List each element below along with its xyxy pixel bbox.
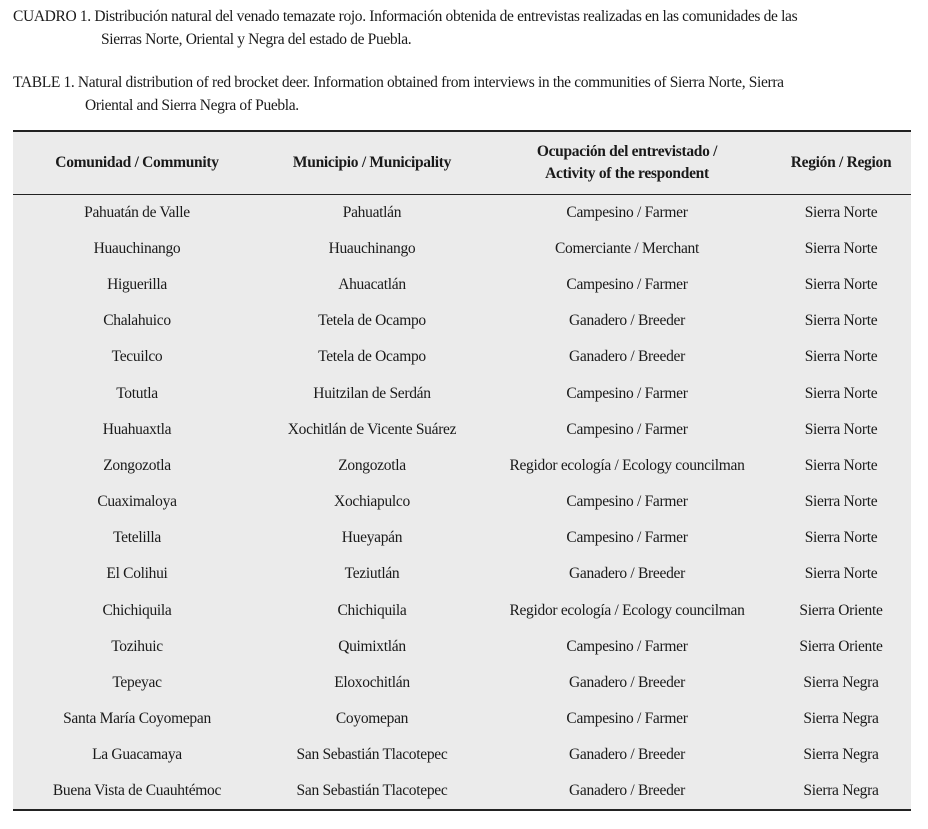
cell-region: Sierra Norte — [804, 312, 878, 330]
table-row — [13, 339, 911, 375]
cell-region: Sierra Norte — [804, 529, 878, 547]
table-row — [13, 701, 911, 737]
caption-english — [13, 71, 918, 117]
cell-municipality: Tetela de Ocampo — [318, 348, 426, 366]
cell-community: Huahuaxtla — [102, 420, 172, 438]
cell-community: Tetelilla — [113, 529, 161, 547]
cell-activity: Regidor ecología / Ecology councilman — [509, 601, 745, 619]
cell-region: Sierra Norte — [804, 348, 878, 366]
cell-activity: Campesino / Farmer — [566, 384, 688, 402]
cell-municipality: Zongozotla — [338, 456, 406, 474]
table-row — [13, 267, 911, 303]
cell-region: Sierra Norte — [804, 493, 878, 511]
caption-spanish — [13, 5, 918, 51]
cell-region: Sierra Negra — [803, 710, 879, 728]
cell-region: Sierra Negra — [803, 674, 879, 692]
cell-region: Sierra Oriente — [799, 637, 883, 655]
cell-activity: Campesino / Farmer — [566, 275, 688, 293]
cell-activity: Ganadero / Breeder — [569, 674, 685, 692]
cell-municipality: Coyomepan — [335, 710, 409, 728]
cell-community: Tecuilco — [111, 348, 163, 366]
table-row — [13, 303, 911, 339]
cell-activity: Ganadero / Breeder — [569, 746, 685, 764]
cell-municipality: Eloxochitlán — [334, 674, 410, 692]
table-row — [13, 520, 911, 556]
cell-region: Sierra Norte — [804, 565, 878, 583]
cell-activity: Campesino / Farmer — [566, 637, 688, 655]
cell-activity: Ganadero / Breeder — [569, 565, 685, 583]
cell-municipality: Huauchinango — [328, 239, 416, 257]
cell-community: Chichiquila — [102, 601, 172, 619]
table-row — [13, 737, 911, 773]
cell-community: Santa María Coyomepan — [63, 710, 211, 728]
cell-municipality: Chichiquila — [337, 601, 407, 619]
table-row — [13, 629, 911, 665]
header-activity — [483, 131, 771, 195]
distribution-table — [13, 130, 911, 811]
table-row — [13, 484, 911, 520]
caption-line: TABLE 1. Natural distribution of red brocket deer. Information obtained from interviews in the communities of Sierra Norte, Sierra — [13, 74, 784, 91]
cell-municipality: Tetela de Ocampo — [318, 312, 426, 330]
cell-community: Chalahuico — [103, 312, 171, 330]
cell-municipality: San Sebastián Tlacotepec — [296, 746, 448, 764]
cell-community: Zongozotla — [103, 456, 171, 474]
cell-region: Sierra Norte — [804, 239, 878, 257]
table-row — [13, 412, 911, 448]
cell-community: Huauchinango — [93, 239, 181, 257]
cell-region: Sierra Negra — [803, 746, 879, 764]
caption-line: Oriental and Sierra Negra of Puebla. — [85, 97, 299, 114]
table-row — [13, 448, 911, 484]
cell-municipality: Huitzilan de Serdán — [313, 384, 431, 402]
header-activity-line1: Ocupación del entrevistado / — [536, 143, 718, 160]
table-row — [13, 593, 911, 629]
cell-community: Tozihuic — [111, 637, 163, 655]
cell-activity: Regidor ecología / Ecology councilman — [509, 456, 745, 474]
caption-line: CUADRO 1. Distribución natural del venado temazate rojo. Información obtenida de entrevistas realizadas en las comunidades de las — [13, 8, 798, 25]
cell-region: Sierra Norte — [804, 456, 878, 474]
table-row — [13, 556, 911, 592]
table-row — [13, 231, 911, 267]
cell-community: El Colihui — [106, 565, 168, 583]
cell-activity: Campesino / Farmer — [566, 203, 688, 221]
cell-municipality: Pahuatlán — [342, 203, 402, 221]
cell-activity: Comerciante / Merchant — [554, 239, 700, 257]
cell-activity: Ganadero / Breeder — [569, 312, 685, 330]
cell-region: Sierra Oriente — [799, 601, 883, 619]
cell-municipality: Xochitlán de Vicente Suárez — [287, 420, 457, 438]
cell-region: Sierra Norte — [804, 420, 878, 438]
cell-activity: Campesino / Farmer — [566, 710, 688, 728]
cell-municipality: Ahuacatlán — [338, 275, 406, 293]
table-row — [13, 774, 911, 810]
cell-municipality: Xochiapulco — [334, 493, 410, 511]
cell-region: Sierra Norte — [804, 203, 878, 221]
cell-community: Pahuatán de Valle — [84, 203, 190, 221]
table-row — [13, 195, 911, 231]
cell-region: Sierra Norte — [804, 275, 878, 293]
header-community: Comunidad / Community — [55, 154, 219, 171]
cell-community: La Guacamaya — [92, 746, 182, 764]
cell-municipality: San Sebastián Tlacotepec — [296, 782, 448, 800]
table-row — [13, 665, 911, 701]
header-region: Región / Region — [790, 154, 892, 171]
cell-community: Totutla — [116, 384, 158, 402]
cell-activity: Campesino / Farmer — [566, 420, 688, 438]
table-header-row — [13, 131, 911, 195]
cell-community: Buena Vista de Cuauhtémoc — [52, 782, 222, 800]
caption-line: Sierras Norte, Oriental y Negra del estado de Puebla. — [101, 31, 412, 48]
header-activity-line2: Activity of the respondent — [545, 165, 709, 182]
cell-activity: Ganadero / Breeder — [569, 348, 685, 366]
cell-region: Sierra Norte — [804, 384, 878, 402]
cell-activity: Ganadero / Breeder — [569, 782, 685, 800]
cell-community: Cuaximaloya — [97, 493, 177, 511]
cell-activity: Campesino / Farmer — [566, 493, 688, 511]
header-municipality: Municipio / Municipality — [292, 154, 452, 171]
cell-community: Higuerilla — [107, 275, 167, 293]
cell-municipality: Teziutlán — [344, 565, 400, 583]
cell-activity: Campesino / Farmer — [566, 529, 688, 547]
cell-region: Sierra Negra — [803, 782, 879, 800]
cell-community: Tepeyac — [112, 674, 162, 692]
cell-municipality: Quimixtlán — [338, 637, 406, 655]
table-row — [13, 375, 911, 411]
cell-municipality: Hueyapán — [341, 529, 403, 547]
